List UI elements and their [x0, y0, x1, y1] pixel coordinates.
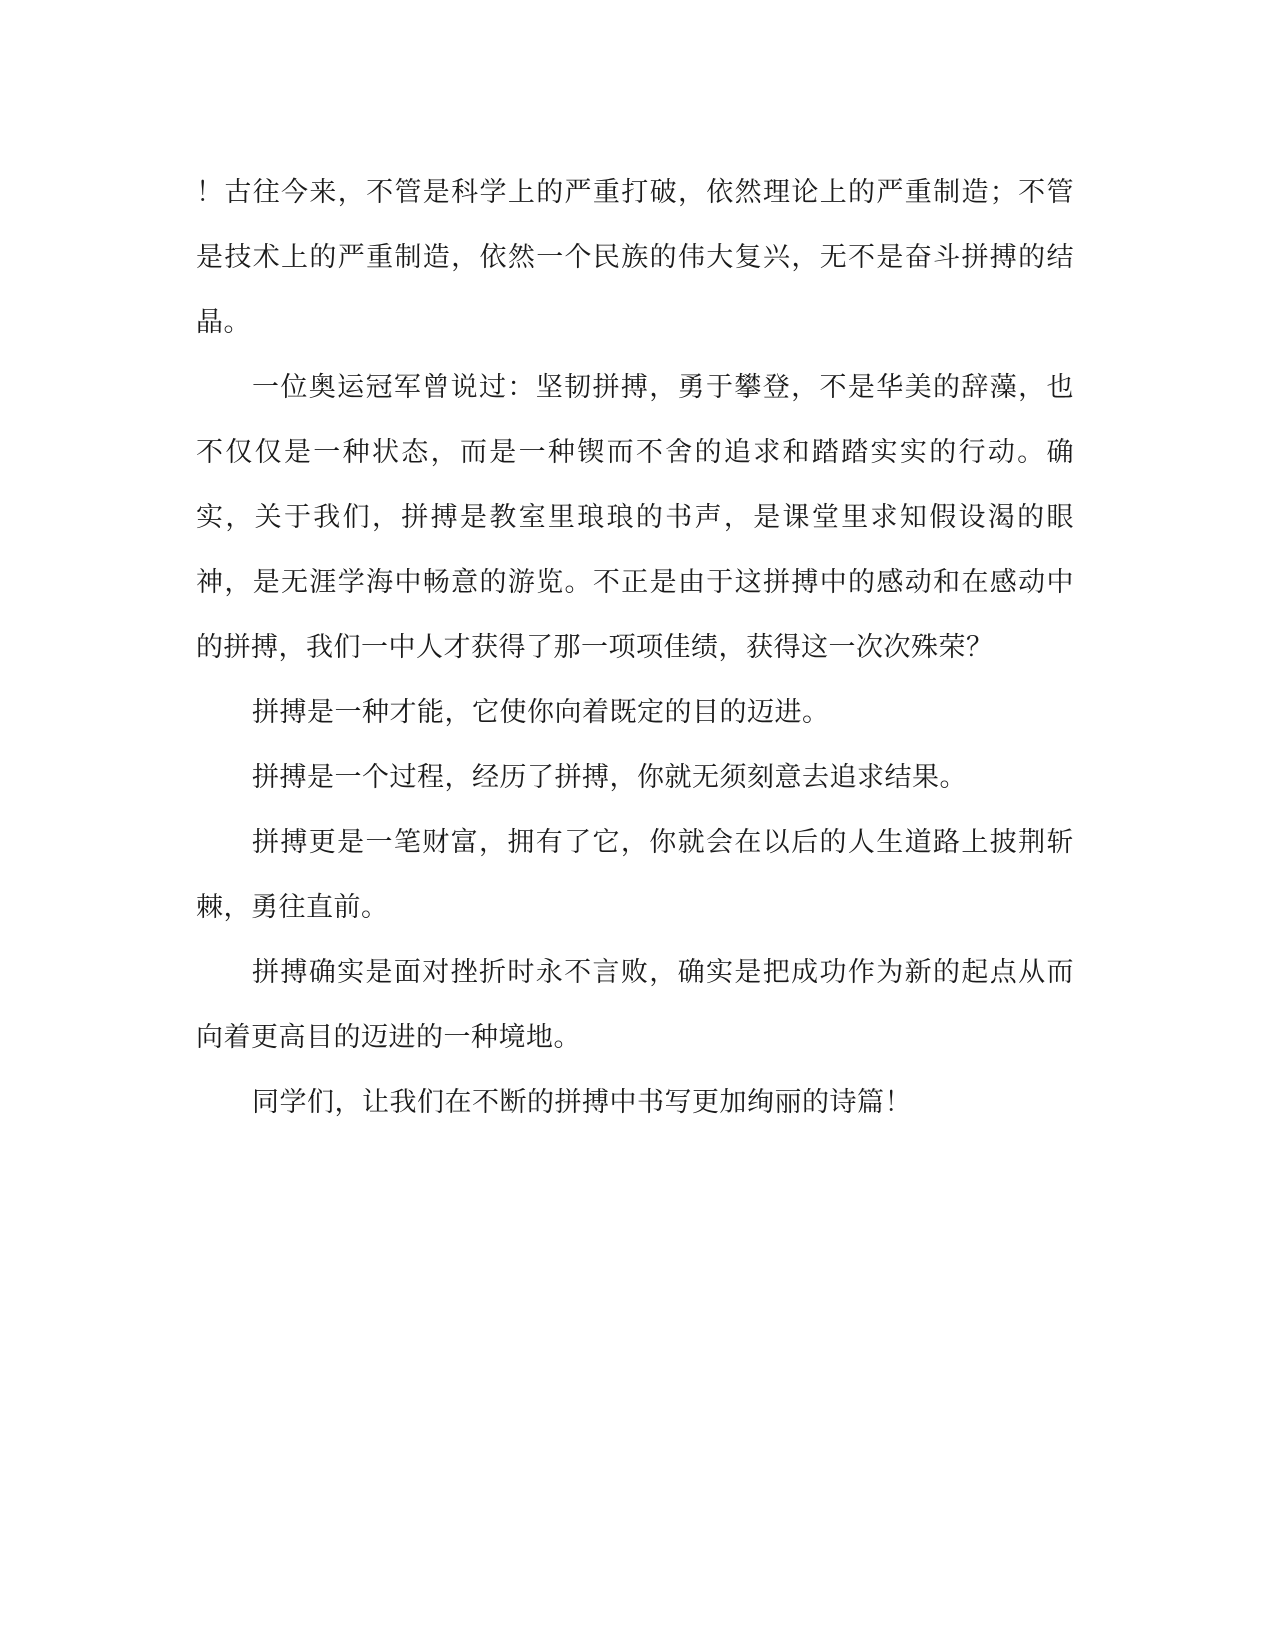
document-body: [196, 160, 1074, 1135]
paragraph-1: ！古往今来，不管是科学上的严重打破，依然理论上的严重制造；不管是技术上的严重制造，依然一个民族的伟大复兴，无不是奋斗拼搏的结晶。: [196, 177, 1074, 338]
paragraph-6: 拼搏确实是面对挫折时永不言败，确实是把成功作为新的起点从而向着更高目的迈进的一种境地。: [196, 957, 1074, 1053]
paragraph-4: 拼搏是一个过程，经历了拼搏，你就无须刻意去追求结果。: [252, 762, 967, 793]
paragraph-5: 拼搏更是一笔财富，拥有了它，你就会在以后的人生道路上披荆斩棘，勇往直前。: [196, 827, 1074, 923]
paragraph-2: 一位奥运冠军曾说过：坚韧拼搏，勇于攀登，不是华美的辞藻，也不仅仅是一种状态，而是一种锲而不舍的追求和踏踏实实的行动。确实，关于我们，拼搏是教室里琅琅的书声，是课堂里求知假设渴的眼神，是无涯学海中畅意的游览。不正是由于这拼搏中的感动和在感动中的拼搏，我们一中人才获得了那一项项佳绩，获得这一次次殊荣？: [196, 372, 1074, 663]
paragraph-7: 同学们，让我们在不断的拼搏中书写更加绚丽的诗篇！: [252, 1087, 912, 1118]
paragraph-3: 拼搏是一种才能，它使你向着既定的目的迈进。: [252, 697, 830, 728]
